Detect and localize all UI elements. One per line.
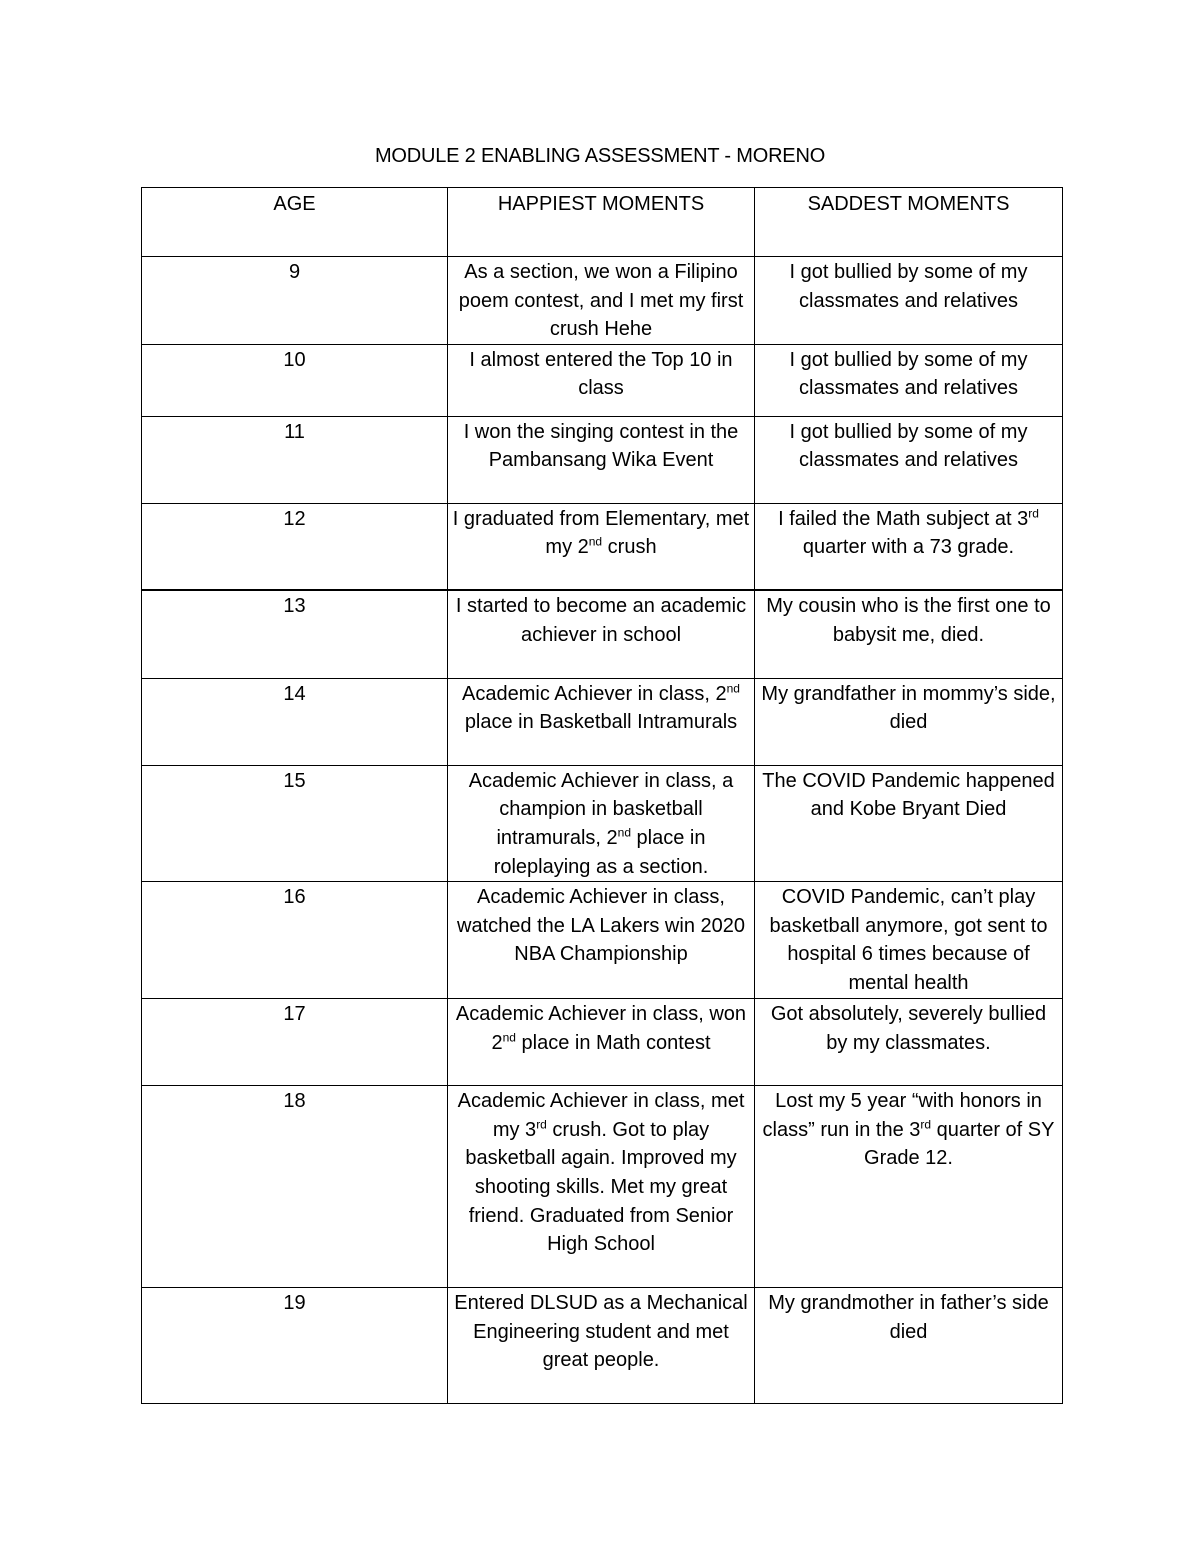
saddest-moment-cell xyxy=(755,344,1063,416)
ordinal-suffix: nd xyxy=(726,681,740,696)
cell-text: place in Basketball Intramurals xyxy=(464,711,738,734)
saddest-moment-cell xyxy=(755,590,1063,678)
age-cell: 16 xyxy=(142,882,448,999)
cell-text: quarter with a 73 grade. xyxy=(802,536,1015,559)
age-cell: 15 xyxy=(142,765,448,881)
cell-text: COVID Pandemic, can’t play basketball anymore, got sent to hospital 6 times because of mental health xyxy=(769,886,1048,994)
age-cell: 14 xyxy=(142,678,448,765)
cell-text: Entered DLSUD as a Mechanical Engineering student and met great people. xyxy=(454,1292,748,1372)
header-row xyxy=(142,188,1063,257)
happiest-moment-cell xyxy=(448,1288,755,1404)
saddest-moment-cell xyxy=(755,999,1063,1086)
happiest-moment-cell xyxy=(448,1086,755,1288)
table-row xyxy=(142,765,1063,881)
saddest-moment-cell xyxy=(755,1288,1063,1404)
happiest-moment-cell xyxy=(448,590,755,678)
age-cell: 17 xyxy=(142,999,448,1086)
saddest-moment-cell xyxy=(755,882,1063,999)
happiest-moment-cell xyxy=(448,678,755,765)
cell-text: place in Math contest xyxy=(515,1031,711,1054)
ordinal-suffix: rd xyxy=(536,1117,547,1132)
cell-text: Academic Achiever in class, a champion in basketball intramurals, 2 xyxy=(468,769,734,849)
cell-text: place in roleplaying as a section. xyxy=(493,826,709,878)
age-cell: 12 xyxy=(142,503,448,590)
cell-text: Got absolutely, severely bullied by my classmates. xyxy=(770,1003,1047,1054)
ordinal-suffix: rd xyxy=(1028,506,1039,521)
happiest-moment-cell xyxy=(448,503,755,590)
age-cell: 9 xyxy=(142,257,448,345)
saddest-moment-cell xyxy=(755,257,1063,345)
cell-text: Academic Achiever in class, watched the LA Lakers win 2020 NBA Championship xyxy=(457,886,745,966)
saddest-moment-cell xyxy=(755,1086,1063,1288)
age-cell: 10 xyxy=(142,344,448,416)
ordinal-suffix: nd xyxy=(617,825,631,840)
cell-text: Lost my 5 year “with honors in class” run in the 3 xyxy=(762,1090,1042,1141)
document-title: MODULE 2 ENABLING ASSESSMENT - MORENO xyxy=(374,145,826,167)
table-row xyxy=(142,257,1063,345)
cell-text: I got bullied by some of my classmates and relatives xyxy=(789,348,1028,400)
age-cell: 18 xyxy=(142,1086,448,1288)
cell-text: Academic Achiever in class, won 2 xyxy=(455,1003,747,1054)
happiest-moment-cell xyxy=(448,257,755,345)
cell-text: As a section, we won a Filipino poem contest, and I met my first crush Hehe xyxy=(458,261,744,341)
ordinal-suffix: rd xyxy=(920,1117,932,1132)
cell-text: My cousin who is the first one to babysit me, died. xyxy=(766,595,1051,646)
table-row xyxy=(142,1288,1063,1404)
age-cell: 19 xyxy=(142,1288,448,1404)
cell-text: I got bullied by some of my classmates and relatives xyxy=(789,420,1028,472)
table-row xyxy=(142,503,1063,590)
cell-text: Academic Achiever in class, 2 xyxy=(462,682,727,705)
happiest-moment-cell xyxy=(448,416,755,503)
cell-text: I graduated from Elementary, met my 2 xyxy=(452,507,750,559)
cell-text: The COVID Pandemic happened and Kobe Bryant Died xyxy=(762,769,1055,821)
happiest-moment-cell xyxy=(448,999,755,1086)
cell-text: I failed the Math subject at 3 xyxy=(778,507,1029,530)
ordinal-suffix: nd xyxy=(502,1030,516,1045)
age-cell: 11 xyxy=(142,416,448,503)
table-row xyxy=(142,999,1063,1086)
header-happiest-moments: HAPPIEST MOMENTS xyxy=(448,188,755,257)
table-row xyxy=(142,882,1063,999)
saddest-moment-cell xyxy=(755,416,1063,503)
header-saddest-moments: SADDEST MOMENTS xyxy=(755,188,1063,257)
happiest-moment-cell xyxy=(448,765,755,881)
cell-text: I won the singing contest in the Pambansang Wika Event xyxy=(463,420,739,472)
happiest-moment-cell xyxy=(448,882,755,999)
table-row xyxy=(142,590,1063,678)
assessment-table xyxy=(141,187,1063,1404)
table-row xyxy=(142,416,1063,503)
happiest-moment-cell xyxy=(448,344,755,416)
cell-text: I got bullied by some of my classmates and relatives xyxy=(789,261,1028,312)
table-row xyxy=(142,344,1063,416)
cell-text: crush. Got to play basketball again. Improved my shooting skills. Met my great friend. Graduated from Senior High School xyxy=(465,1118,737,1256)
ordinal-suffix: nd xyxy=(588,534,603,549)
cell-text: Academic Achiever in class, met my 3 xyxy=(457,1090,745,1141)
saddest-moment-cell xyxy=(755,678,1063,765)
cell-text: I almost entered the Top 10 in class xyxy=(469,348,733,400)
cell-text: I started to become an academic achiever in school xyxy=(455,595,747,646)
cell-text: crush xyxy=(602,536,657,559)
saddest-moment-cell xyxy=(755,503,1063,590)
table-row xyxy=(142,678,1063,765)
table-row xyxy=(142,1086,1063,1288)
header-age: AGE xyxy=(142,188,448,257)
saddest-moment-cell xyxy=(755,765,1063,881)
age-cell: 13 xyxy=(142,590,448,678)
cell-text: My grandmother in father’s side died xyxy=(768,1292,1049,1343)
table-body xyxy=(142,257,1063,1404)
cell-text: My grandfather in mommy’s side, died xyxy=(761,682,1056,734)
cell-text: quarter of SY Grade 12. xyxy=(864,1118,1055,1170)
